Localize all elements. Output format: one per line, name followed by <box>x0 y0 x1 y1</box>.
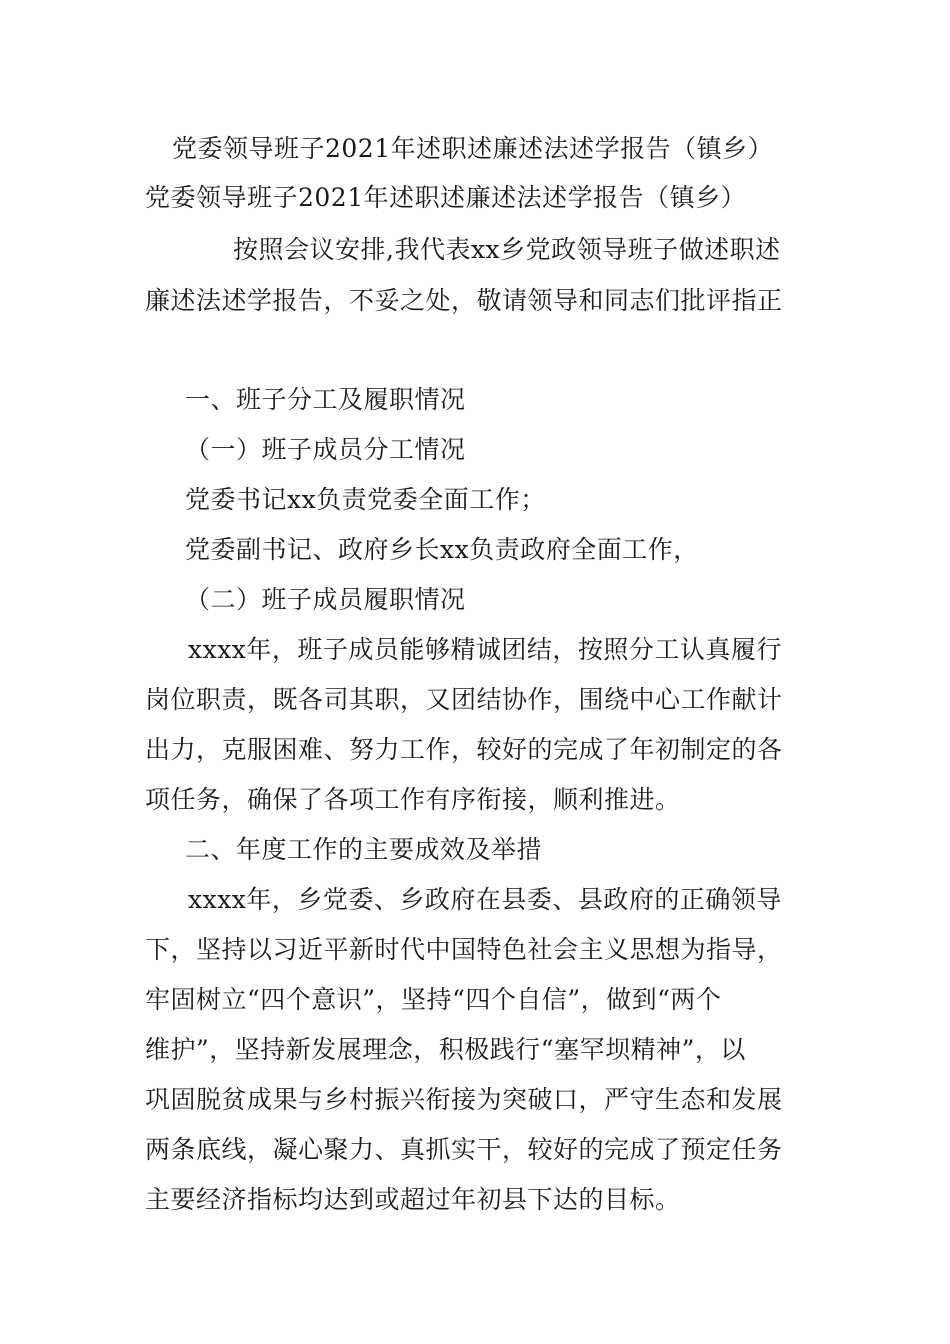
section-2-heading: 二、年度工作的主要成效及举措 <box>185 835 543 864</box>
intro-line: 廉述法述学报告，不妥之处，敬请领导和同志们批评指正 <box>145 286 783 315</box>
achievements-line: 两条底线，凝心聚力、真抓实干，较好的完成了预定任务 <box>145 1135 783 1164</box>
division-line: 党委副书记、政府乡长xx负责政府全面工作， <box>185 535 699 564</box>
performance-line: 出力，克服困难、努力工作，较好的完成了年初制定的各 <box>145 735 783 764</box>
performance-line: 岗位职责，既各司其职，又团结协作，围绕中心工作献计 <box>145 685 783 714</box>
document-title-line-2: 党委领导班子2021年述职述廉述法述学报告（镇乡） <box>145 183 747 212</box>
document-title-line-1: 党委领导班子2021年述职述廉述法述学报告（镇乡） <box>172 134 774 163</box>
subsection-1-1-heading: （一）班子成员分工情况 <box>185 435 466 464</box>
subsection-1-2-heading: （二）班子成员履职情况 <box>185 585 466 614</box>
achievements-line: 主要经济指标均达到或超过年初县下达的目标。 <box>145 1185 681 1214</box>
achievements-line: 维护”，坚持新发展理念，积极践行“塞罕坝精神”，以 <box>145 1035 746 1064</box>
performance-line: xxxx年，班子成员能够精诚团结，按照分工认真履行 <box>188 635 782 664</box>
division-line: 党委书记xx负责党委全面工作； <box>185 485 546 514</box>
achievements-line: 牢固树立“四个意识”，坚持“四个自信”，做到“两个 <box>145 985 722 1014</box>
intro-line: 按照会议安排,我代表xx乡党政领导班子做述职述 <box>233 235 781 264</box>
achievements-line: xxxx年，乡党委、乡政府在县委、县政府的正确领导 <box>188 885 782 914</box>
achievements-line: 巩固脱贫成果与乡村振兴衔接为突破口，严守生态和发展 <box>145 1085 783 1114</box>
section-1-heading: 一、班子分工及履职情况 <box>185 385 466 414</box>
performance-line: 项任务，确保了各项工作有序衔接，顺利推进。 <box>145 785 681 814</box>
achievements-line: 下，坚持以习近平新时代中国特色社会主义思想为指导， <box>145 935 783 964</box>
